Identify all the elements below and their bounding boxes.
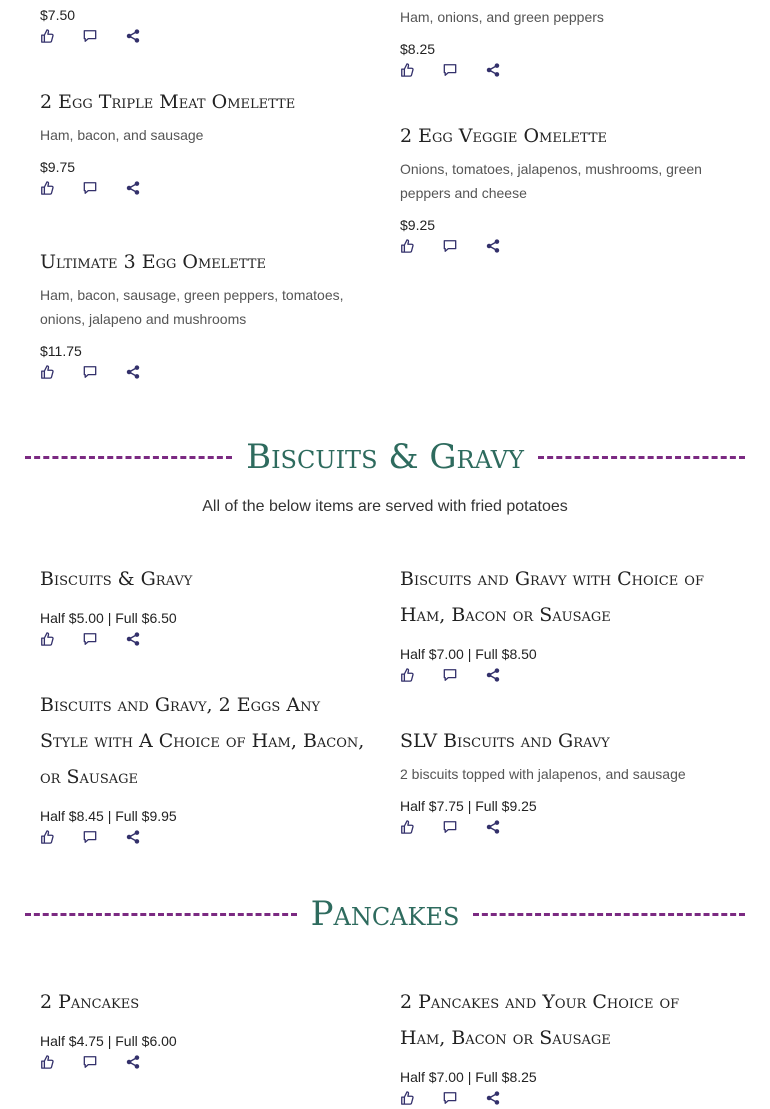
menu-item — [400, 5, 730, 81]
divider — [25, 913, 297, 916]
item-price: Half $7.75 | Full $9.25 — [400, 798, 537, 814]
share-icon[interactable] — [126, 632, 169, 646]
comment-icon[interactable] — [83, 632, 126, 646]
item-title: Ultimate 3 Egg Omelette — [40, 251, 266, 273]
item-actions — [400, 59, 730, 81]
menu-item — [400, 723, 730, 838]
menu-item — [400, 561, 730, 686]
item-description: Ham, onions, and green peppers — [400, 9, 604, 25]
item-price: $9.25 — [400, 217, 436, 233]
menu-item — [40, 984, 370, 1073]
item-actions — [400, 235, 730, 257]
comment-icon[interactable] — [443, 239, 486, 253]
item-price: Half $5.00 | Full $6.50 — [40, 610, 177, 626]
thumbs-up-icon[interactable] — [40, 632, 83, 646]
section-title: Pancakes — [310, 894, 460, 934]
section-header-pancakes — [25, 894, 745, 934]
thumbs-up-icon[interactable] — [400, 239, 443, 253]
item-title: 2 Egg Veggie Omelette — [400, 125, 608, 147]
thumbs-up-icon[interactable] — [400, 1091, 443, 1105]
item-description: Ham, bacon, sausage, green peppers, tomatoes, onions, jalapeno and mushrooms — [40, 287, 344, 327]
item-price: Half $7.00 | Full $8.25 — [400, 1069, 537, 1085]
section-title: Biscuits & Gravy — [246, 437, 524, 477]
item-actions — [400, 664, 730, 686]
divider — [473, 913, 745, 916]
divider — [538, 456, 745, 459]
item-actions — [40, 177, 370, 199]
item-actions — [40, 25, 370, 47]
item-title: 2 Egg Triple Meat Omelette — [40, 91, 296, 113]
item-description: 2 biscuits topped with jalapenos, and sausage — [400, 766, 686, 782]
item-actions — [400, 1087, 730, 1109]
thumbs-up-icon[interactable] — [400, 668, 443, 682]
menu-item — [40, 5, 370, 47]
item-description: Ham, bacon, and sausage — [40, 127, 204, 143]
item-title: 2 Pancakes and Your Choice of Ham, Bacon or Sausage — [400, 991, 680, 1049]
menu-item — [40, 244, 370, 383]
item-title: Biscuits and Gravy, 2 Eggs Any Style with A Choice of Ham, Bacon, or Sausage — [40, 694, 365, 788]
thumbs-up-icon[interactable] — [40, 365, 83, 379]
thumbs-up-icon[interactable] — [400, 820, 443, 834]
share-icon[interactable] — [486, 239, 529, 253]
comment-icon[interactable] — [83, 365, 126, 379]
share-icon[interactable] — [126, 365, 169, 379]
menu-item — [400, 984, 730, 1109]
section-header-biscuits — [25, 437, 745, 477]
item-title: Biscuits & Gravy — [40, 568, 193, 590]
comment-icon[interactable] — [83, 830, 126, 844]
item-title: 2 Pancakes — [40, 991, 140, 1013]
comment-icon[interactable] — [83, 181, 126, 195]
thumbs-up-icon[interactable] — [40, 29, 83, 43]
comment-icon[interactable] — [83, 29, 126, 43]
share-icon[interactable] — [486, 668, 529, 682]
thumbs-up-icon[interactable] — [40, 830, 83, 844]
item-price: Half $7.00 | Full $8.50 — [400, 646, 537, 662]
share-icon[interactable] — [126, 181, 169, 195]
divider — [25, 456, 232, 459]
item-actions — [40, 361, 370, 383]
menu-item — [40, 687, 370, 848]
thumbs-up-icon[interactable] — [400, 63, 443, 77]
menu-item — [40, 84, 370, 199]
comment-icon[interactable] — [443, 820, 486, 834]
menu-item — [40, 561, 370, 650]
item-actions — [40, 628, 370, 650]
section-note: All of the below items are served with fried potatoes — [202, 498, 568, 515]
item-actions — [400, 816, 730, 838]
comment-icon[interactable] — [443, 63, 486, 77]
comment-icon[interactable] — [443, 668, 486, 682]
item-price: $9.75 — [40, 159, 76, 175]
item-actions — [40, 826, 370, 848]
share-icon[interactable] — [486, 1091, 529, 1105]
item-title: SLV Biscuits and Gravy — [400, 730, 610, 752]
share-icon[interactable] — [126, 29, 169, 43]
item-price: $7.50 — [40, 7, 76, 23]
share-icon[interactable] — [486, 820, 529, 834]
thumbs-up-icon[interactable] — [40, 1055, 83, 1069]
share-icon[interactable] — [126, 1055, 169, 1069]
thumbs-up-icon[interactable] — [40, 181, 83, 195]
item-title: Biscuits and Gravy with Choice of Ham, Bacon or Sausage — [400, 568, 704, 626]
share-icon[interactable] — [126, 830, 169, 844]
comment-icon[interactable] — [443, 1091, 486, 1105]
item-price: Half $8.45 | Full $9.95 — [40, 808, 177, 824]
comment-icon[interactable] — [83, 1055, 126, 1069]
item-description: Onions, tomatoes, jalapenos, mushrooms, green peppers and cheese — [400, 161, 702, 201]
share-icon[interactable] — [486, 63, 529, 77]
item-actions — [40, 1051, 370, 1073]
item-price: Half $4.75 | Full $6.00 — [40, 1033, 177, 1049]
item-price: $11.75 — [40, 343, 82, 359]
menu-item — [400, 118, 730, 257]
item-price: $8.25 — [400, 41, 436, 57]
